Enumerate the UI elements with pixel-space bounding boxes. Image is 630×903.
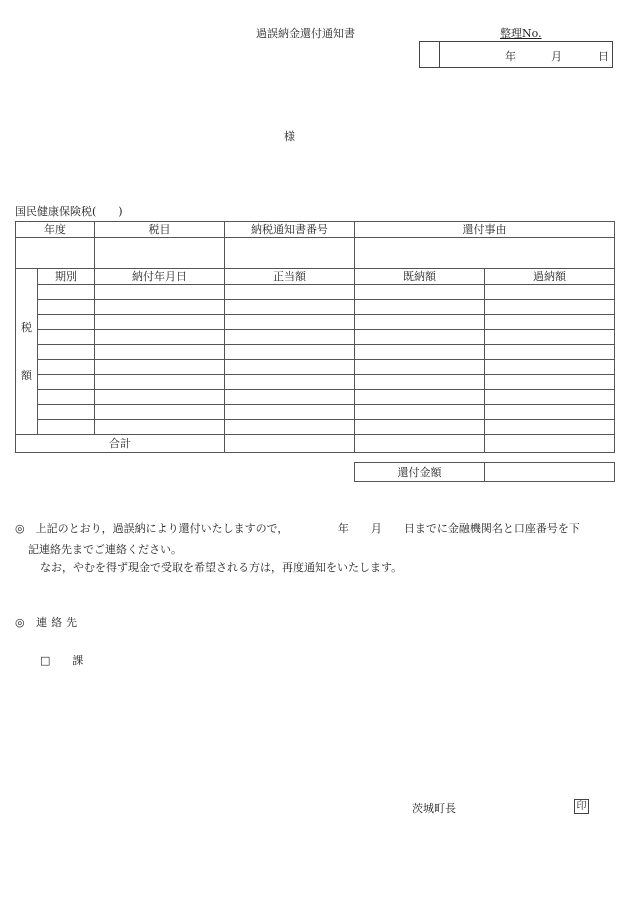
refund-amount-label: 還付金額 bbox=[355, 463, 485, 482]
refund-reason-cell[interactable] bbox=[355, 238, 615, 269]
correct-amount-cell[interactable] bbox=[225, 285, 355, 300]
date-month-label: 月 bbox=[551, 50, 562, 63]
header-period: 期別 bbox=[38, 269, 95, 285]
paid-amount-cell[interactable] bbox=[355, 375, 485, 390]
period-cell[interactable] bbox=[38, 285, 95, 300]
correct-amount-cell[interactable] bbox=[225, 315, 355, 330]
overpaid-amount-cell[interactable] bbox=[485, 420, 615, 435]
header-refund-reason: 還付事由 bbox=[355, 222, 615, 238]
paid-amount-cell[interactable] bbox=[355, 390, 485, 405]
table-row bbox=[16, 315, 615, 330]
paid-amount-cell[interactable] bbox=[355, 300, 485, 315]
tax-item-cell[interactable] bbox=[95, 238, 225, 269]
notice-line-3: なお，やむを得ず現金で受取を希望される方は，再度通知をいたします。 bbox=[40, 561, 403, 574]
table-row bbox=[16, 285, 615, 300]
side-label-char-1: 税 bbox=[21, 320, 32, 334]
table-row bbox=[16, 375, 615, 390]
total-overpaid-amount-cell[interactable] bbox=[485, 435, 615, 453]
period-cell[interactable] bbox=[38, 300, 95, 315]
paid-amount-cell[interactable] bbox=[355, 420, 485, 435]
correct-amount-cell[interactable] bbox=[225, 330, 355, 345]
refund-amount-cell[interactable] bbox=[485, 463, 615, 482]
period-cell[interactable] bbox=[38, 420, 95, 435]
date-day-label: 日 bbox=[598, 50, 609, 63]
paid-amount-cell[interactable] bbox=[355, 360, 485, 375]
notice-number-cell[interactable] bbox=[225, 238, 355, 269]
issuer-name: 茨城町長 bbox=[412, 802, 456, 815]
correct-amount-cell[interactable] bbox=[225, 405, 355, 420]
header-correct-amount: 正当額 bbox=[225, 269, 355, 285]
refund-amount-table bbox=[354, 462, 615, 482]
total-correct-amount-cell[interactable] bbox=[225, 435, 355, 453]
header-overpaid-amount: 過納額 bbox=[485, 269, 615, 285]
correct-amount-cell[interactable] bbox=[225, 345, 355, 360]
table-row bbox=[16, 330, 615, 345]
overpaid-amount-cell[interactable] bbox=[485, 330, 615, 345]
period-cell[interactable] bbox=[38, 390, 95, 405]
overpaid-amount-cell[interactable] bbox=[485, 360, 615, 375]
contact-department: □ 課 bbox=[40, 654, 84, 667]
notice-line-1: ◎ 上記のとおり，過誤納により還付いたしますので， 年 月 日までに金融機関名と口座番号を下 bbox=[15, 522, 580, 535]
table-row bbox=[16, 420, 615, 435]
addressee-honorific: 様 bbox=[284, 130, 295, 143]
date-year-label: 年 bbox=[505, 50, 516, 63]
fiscal-year-cell[interactable] bbox=[16, 238, 95, 269]
header-notice-number: 納税通知書番号 bbox=[225, 222, 355, 238]
payment-date-cell[interactable] bbox=[95, 315, 225, 330]
payment-date-cell[interactable] bbox=[95, 390, 225, 405]
overpaid-amount-cell[interactable] bbox=[485, 300, 615, 315]
overpaid-amount-cell[interactable] bbox=[485, 405, 615, 420]
paid-amount-cell[interactable] bbox=[355, 405, 485, 420]
period-cell[interactable] bbox=[38, 330, 95, 345]
table-row bbox=[16, 390, 615, 405]
correct-amount-cell[interactable] bbox=[225, 420, 355, 435]
paid-amount-cell[interactable] bbox=[355, 330, 485, 345]
notice-line-2: 記連絡先までご連絡ください。 bbox=[28, 543, 182, 556]
overpaid-amount-cell[interactable] bbox=[485, 345, 615, 360]
correct-amount-cell[interactable] bbox=[225, 390, 355, 405]
overpaid-amount-cell[interactable] bbox=[485, 390, 615, 405]
payment-date-cell[interactable] bbox=[95, 285, 225, 300]
correct-amount-cell[interactable] bbox=[225, 300, 355, 315]
payment-date-cell[interactable] bbox=[95, 300, 225, 315]
side-label-char-2: 額 bbox=[21, 368, 32, 382]
period-cell[interactable] bbox=[38, 375, 95, 390]
period-cell[interactable] bbox=[38, 405, 95, 420]
total-label: 合計 bbox=[16, 435, 225, 453]
period-cell[interactable] bbox=[38, 315, 95, 330]
table-row bbox=[16, 405, 615, 420]
header-payment-date: 納付年月日 bbox=[95, 269, 225, 285]
overpaid-amount-cell[interactable] bbox=[485, 315, 615, 330]
paid-amount-cell[interactable] bbox=[355, 315, 485, 330]
tax-amount-side-label bbox=[16, 269, 38, 435]
paid-amount-cell[interactable] bbox=[355, 345, 485, 360]
total-paid-amount-cell[interactable] bbox=[355, 435, 485, 453]
reference-number-field[interactable]: 整理No. bbox=[500, 25, 600, 42]
header-fiscal-year: 年度 bbox=[16, 222, 95, 238]
date-box-divider bbox=[439, 42, 440, 67]
table-row bbox=[16, 300, 615, 315]
total-row bbox=[16, 435, 615, 453]
date-box bbox=[419, 41, 613, 68]
correct-amount-cell[interactable] bbox=[225, 360, 355, 375]
table-row bbox=[16, 360, 615, 375]
period-cell[interactable] bbox=[38, 345, 95, 360]
payment-date-cell[interactable] bbox=[95, 375, 225, 390]
refund-table bbox=[15, 221, 615, 453]
period-cell[interactable] bbox=[38, 360, 95, 375]
contact-heading: ◎ 連絡先 bbox=[15, 616, 82, 629]
payment-date-cell[interactable] bbox=[95, 345, 225, 360]
payment-date-cell[interactable] bbox=[95, 330, 225, 345]
paid-amount-cell[interactable] bbox=[355, 285, 485, 300]
table-row bbox=[16, 345, 615, 360]
correct-amount-cell[interactable] bbox=[225, 375, 355, 390]
document-title: 過誤納金還付通知書 bbox=[256, 27, 355, 40]
payment-date-cell[interactable] bbox=[95, 420, 225, 435]
seal-icon: 印 bbox=[574, 799, 589, 814]
payment-date-cell[interactable] bbox=[95, 405, 225, 420]
header-tax-item: 税目 bbox=[95, 222, 225, 238]
overpaid-amount-cell[interactable] bbox=[485, 285, 615, 300]
tax-name: 国民健康保険税( ) bbox=[15, 205, 123, 218]
overpaid-amount-cell[interactable] bbox=[485, 375, 615, 390]
header-paid-amount: 既納額 bbox=[355, 269, 485, 285]
payment-date-cell[interactable] bbox=[95, 360, 225, 375]
